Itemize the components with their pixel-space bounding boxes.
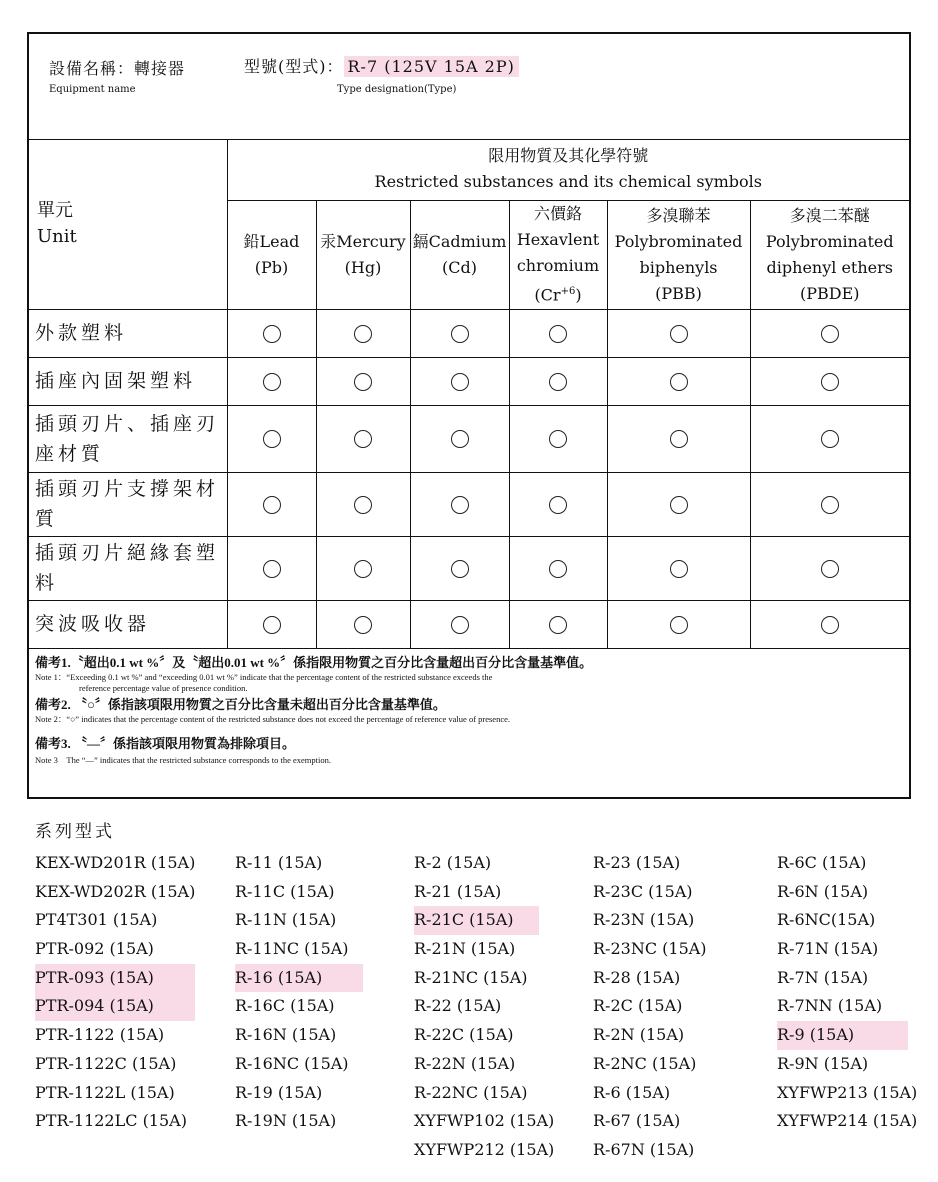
chromium-symbol-sup: +6: [560, 285, 576, 297]
unit-header-en: Unit: [37, 225, 77, 247]
substance-pbb-symbol: (PBB): [655, 283, 702, 303]
substance-status-cell: [316, 405, 410, 472]
substance-status-cell: [509, 600, 607, 648]
series-model-item: R-19N (15A): [235, 1111, 337, 1131]
circle-mark-icon: [670, 496, 688, 514]
series-model-item: R-7N (15A): [777, 967, 869, 987]
substance-status-cell: [607, 536, 750, 600]
circle-mark-icon: [451, 616, 469, 634]
circle-mark-icon: [354, 560, 372, 578]
series-model-item: R-2 (15A): [414, 853, 492, 872]
substance-mercury-symbol: (Hg): [344, 257, 382, 277]
substance-status-cell: [227, 309, 316, 357]
series-model-item: R-22N (15A): [414, 1053, 516, 1073]
series-model-item: PT4T301 (15A): [35, 910, 158, 930]
series-model-item: R-9N (15A): [777, 1053, 869, 1073]
substance-status-cell: [607, 600, 750, 648]
substance-lead: [227, 200, 316, 309]
series-model-item: R-11C (15A): [235, 881, 335, 901]
substance-status-cell: [607, 405, 750, 472]
chromium-symbol-base: (Cr: [534, 285, 561, 305]
series-model-item: PTR-1122 (15A): [35, 1025, 165, 1045]
series-model-item: R-23C (15A): [593, 881, 693, 901]
substance-chromium-en-1: Hexavlent: [516, 229, 600, 249]
equipment-name-label: 設備名稱：轉接器: [49, 59, 186, 78]
circle-mark-icon: [549, 373, 567, 391]
substance-chromium-zh: 六價鉻: [533, 203, 582, 223]
equipment-info: [29, 34, 909, 140]
note-1-en-b: reference percentage value of presence condition.: [79, 683, 248, 693]
restricted-header-zh: 限用物質及其化學符號: [488, 146, 649, 166]
unit-row: [29, 536, 909, 600]
series-model-item: PTR-093 (15A): [35, 964, 195, 993]
note-2-en: Note 2：“○” indicates that the percentage content of the restricted substance does not exceed the percentage of reference value of presence.: [35, 714, 510, 724]
substance-hexavalent-chromium: [509, 200, 607, 309]
substance-status-cell: [316, 472, 410, 536]
substance-status-cell: [509, 309, 607, 357]
series-model-item: R-21NC (15A): [414, 967, 528, 987]
substance-pbb: [607, 200, 750, 309]
series-model-item: R-16 (15A): [235, 964, 363, 993]
substance-status-cell: [410, 357, 509, 405]
circle-mark-icon: [821, 496, 839, 514]
circle-mark-icon: [354, 373, 372, 391]
unit-row: [29, 472, 909, 536]
restricted-substances-header: [227, 139, 909, 200]
circle-mark-icon: [549, 560, 567, 578]
substance-lead-name: 鉛Lead: [243, 231, 300, 251]
substance-status-cell: [750, 536, 909, 600]
substance-status-cell: [607, 309, 750, 357]
series-model-item: XYFWP214 (15A): [777, 1111, 918, 1131]
substance-pbde-zh: 多溴二苯醚: [789, 205, 870, 225]
note-3-en: Note 3 The “—” indicates that the restricted substance corresponds to the exemption.: [35, 755, 331, 765]
note-3-zh: 備考3. 〝—〞係指該項限用物質為排除項目。: [35, 736, 296, 751]
substance-status-cell: [316, 309, 410, 357]
circle-mark-icon: [354, 496, 372, 514]
substance-status-cell: [227, 600, 316, 648]
series-model-item: R-16N (15A): [235, 1025, 337, 1045]
circle-mark-icon: [549, 496, 567, 514]
circle-mark-icon: [670, 373, 688, 391]
series-model-item: R-67 (15A): [593, 1111, 681, 1131]
circle-mark-icon: [549, 325, 567, 343]
substance-status-cell: [509, 472, 607, 536]
series-column: [777, 849, 918, 1136]
substance-status-cell: [750, 357, 909, 405]
substance-lead-symbol: (Pb): [254, 257, 289, 277]
unit-name: 外款塑料: [29, 309, 227, 357]
substance-status-cell: [750, 405, 909, 472]
unit-row: [29, 600, 909, 648]
substance-status-cell: [509, 536, 607, 600]
circle-mark-icon: [821, 430, 839, 448]
circle-mark-icon: [263, 373, 281, 391]
series-model-item: R-16NC (15A): [235, 1053, 349, 1073]
circle-mark-icon: [821, 616, 839, 634]
series-model-item: R-7NN (15A): [777, 996, 883, 1016]
restricted-header-en: Restricted substances and its chemical symbols: [374, 172, 762, 192]
unit-rows: [29, 309, 909, 648]
series-model-item: PTR-1122L (15A): [35, 1082, 175, 1102]
series-column: [35, 849, 195, 1136]
series-model-item: R-28 (15A): [593, 967, 681, 987]
unit-row: [29, 357, 909, 405]
series-model-item: PTR-1122LC (15A): [35, 1111, 187, 1131]
substance-status-cell: [607, 357, 750, 405]
unit-header: [29, 139, 227, 309]
substance-cadmium-name: 鎘Cadmium: [412, 231, 507, 251]
note-1-en-a: Note 1：“Exceeding 0.1 wt %” and “exceeding 0.01 wt %” indicate that the percentage content of the restricted substance exceeds the: [35, 672, 493, 682]
restricted-substances-table: [29, 139, 909, 649]
circle-mark-icon: [821, 373, 839, 391]
series-model-item: R-2NC (15A): [593, 1053, 697, 1073]
rohs-declaration-frame: [27, 32, 911, 799]
series-model-item: R-22NC (15A): [414, 1082, 528, 1102]
circle-mark-icon: [549, 616, 567, 634]
unit-row: [29, 309, 909, 357]
type-label: 型號(型式)：: [244, 57, 344, 76]
circle-mark-icon: [263, 560, 281, 578]
notes-section: [29, 654, 915, 766]
series-model-item: KEX-WD202R (15A): [35, 881, 196, 901]
equipment-name-label-en: Equipment name: [49, 84, 136, 95]
series-column: [593, 849, 711, 1165]
series-model-item: R-11N (15A): [235, 910, 337, 930]
substance-mercury-name: 汞Mercury: [320, 231, 406, 251]
substance-status-cell: [509, 357, 607, 405]
series-model-item: R-23NC (15A): [593, 939, 707, 959]
circle-mark-icon: [670, 560, 688, 578]
substance-cadmium-symbol: (Cd): [442, 257, 477, 277]
circle-mark-icon: [821, 560, 839, 578]
circle-mark-icon: [263, 325, 281, 343]
substance-pbde-en-1: Polybrominated: [765, 231, 894, 251]
series-title: 系列型式: [35, 822, 115, 842]
series-model-item: R-21C (15A): [414, 906, 539, 935]
series-model-item: XYFWP213 (15A): [777, 1082, 918, 1102]
series-model-item: R-22 (15A): [414, 996, 502, 1016]
circle-mark-icon: [451, 560, 469, 578]
series-model-item: R-9 (15A): [777, 1021, 908, 1050]
substance-status-cell: [227, 472, 316, 536]
series-model-item: XYFWP102 (15A): [414, 1111, 555, 1131]
series-column: [235, 849, 363, 1136]
series-model-item: R-11NC (15A): [235, 939, 349, 959]
series-model-item: R-21N (15A): [414, 939, 516, 959]
note-2-zh: 備考2. 〝○〞係指該項限用物質之百分比含量未超出百分比含量基準值。: [35, 697, 446, 712]
substance-cadmium: [410, 200, 509, 309]
series-model-item: R-23N (15A): [593, 910, 695, 930]
substance-pbde-symbol: (PBDE): [800, 283, 860, 303]
type-designation: [244, 54, 519, 77]
unit-name: 插頭刃片支撐架材質: [29, 472, 227, 536]
unit-name: 插頭刃片絕緣套塑料: [29, 536, 227, 600]
series-model-item: PTR-092 (15A): [35, 939, 154, 959]
series-model-item: XYFWP212 (15A): [414, 1139, 555, 1159]
circle-mark-icon: [451, 430, 469, 448]
series-model-item: R-23 (15A): [593, 853, 681, 872]
series-model-item: PTR-094 (15A): [35, 992, 195, 1021]
series-model-item: R-6C (15A): [777, 853, 867, 872]
circle-mark-icon: [263, 430, 281, 448]
substance-status-cell: [316, 357, 410, 405]
series-model-item: R-22C (15A): [414, 1025, 514, 1045]
series-model-item: R-21 (15A): [414, 881, 502, 901]
substance-status-cell: [750, 472, 909, 536]
substance-status-cell: [227, 405, 316, 472]
substance-status-cell: [410, 405, 509, 472]
unit-row: [29, 405, 909, 472]
type-value: R-7 (125V 15A 2P): [344, 56, 519, 77]
substance-status-cell: [410, 309, 509, 357]
series-model-item: R-67N (15A): [593, 1139, 695, 1159]
substance-status-cell: [750, 309, 909, 357]
circle-mark-icon: [670, 616, 688, 634]
circle-mark-icon: [451, 373, 469, 391]
unit-header-zh: 單元: [37, 199, 73, 221]
substance-status-cell: [316, 600, 410, 648]
substance-status-cell: [410, 600, 509, 648]
substance-status-cell: [509, 405, 607, 472]
unit-name: 突波吸收器: [29, 600, 227, 648]
series-column: [414, 849, 555, 1165]
circle-mark-icon: [670, 430, 688, 448]
circle-mark-icon: [821, 325, 839, 343]
series-model-item: R-6 (15A): [593, 1082, 671, 1102]
substance-chromium-en-2: chromium: [516, 255, 600, 275]
series-model-item: R-19 (15A): [235, 1082, 323, 1102]
series-model-item: R-11 (15A): [235, 853, 323, 872]
substance-status-cell: [607, 472, 750, 536]
circle-mark-icon: [451, 325, 469, 343]
substance-status-cell: [750, 600, 909, 648]
type-label-en: Type designation(Type): [337, 84, 457, 95]
substance-status-cell: [316, 536, 410, 600]
circle-mark-icon: [451, 496, 469, 514]
chromium-symbol-close: ): [575, 285, 582, 305]
circle-mark-icon: [263, 496, 281, 514]
series-model-item: R-6N (15A): [777, 881, 869, 901]
substance-chromium-symbol: [510, 279, 607, 308]
series-model-item: R-2C (15A): [593, 996, 683, 1016]
series-model-item: R-16C (15A): [235, 996, 335, 1016]
series-model-item: PTR-1122C (15A): [35, 1053, 177, 1073]
circle-mark-icon: [670, 325, 688, 343]
substance-pbb-en-2: biphenyls: [639, 257, 718, 277]
substance-pbde-en-2: diphenyl ethers: [766, 257, 893, 277]
circle-mark-icon: [354, 616, 372, 634]
series-model-item: R-71N (15A): [777, 939, 879, 959]
substance-status-cell: [227, 536, 316, 600]
note-1-zh: 備考1.〝超出0.1 wt %〞及〝超出0.01 wt %〞係指限用物質之百分比含量超出百分比含量基準值。: [35, 655, 593, 670]
substance-pbb-zh: 多溴聯苯: [646, 205, 711, 225]
series-model-item: R-6NC(15A): [777, 910, 876, 930]
circle-mark-icon: [354, 325, 372, 343]
circle-mark-icon: [549, 430, 567, 448]
substance-pbb-en-1: Polybrominated: [614, 231, 743, 251]
substance-status-cell: [410, 472, 509, 536]
series-model-item: KEX-WD201R (15A): [35, 853, 196, 872]
circle-mark-icon: [263, 616, 281, 634]
substance-status-cell: [410, 536, 509, 600]
unit-name: 插頭刃片、插座刃座材質: [29, 405, 227, 472]
series-model-item: R-2N (15A): [593, 1025, 685, 1045]
substance-pbde: [750, 200, 909, 309]
substance-status-cell: [227, 357, 316, 405]
substance-mercury: [316, 200, 410, 309]
circle-mark-icon: [354, 430, 372, 448]
unit-name: 插座內固架塑料: [29, 357, 227, 405]
